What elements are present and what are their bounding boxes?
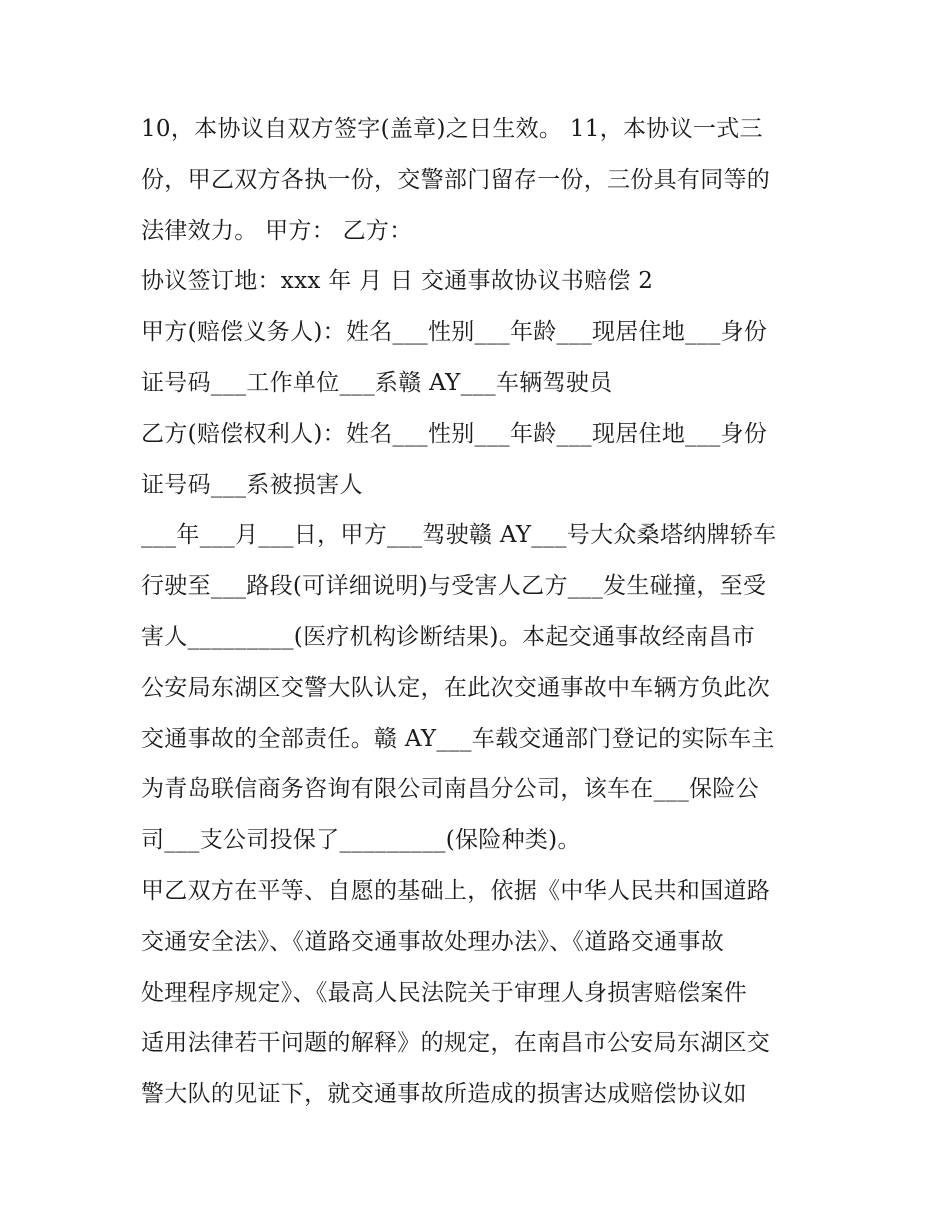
paragraph-line: 公安局东湖区交警大队认定，在此次交通事故中车辆方负此次 (141, 674, 771, 701)
paragraph-line: 司___支公司投保了_________(保险种类)。 (141, 827, 581, 854)
paragraph-line: 法律效力。 甲方： 乙方： (141, 217, 413, 244)
paragraph-line: 处理程序规定》、《最高人民法院关于审理人身损害赔偿案件 (141, 979, 748, 1006)
paragraph-line: ___年___月___日，甲方___驾驶赣 AY___号大众桑塔纳牌轿车 (141, 522, 777, 549)
paragraph-line: 10，本协议自双方签字(盖章)之日生效。 11，本协议一式三 (141, 116, 763, 142)
paragraph-line: 交通安全法》、《道路交通事故处理办法》、《道路交通事故 (141, 928, 725, 955)
paragraph-line: 份，甲乙双方各执一份，交警部门留存一份，三份具有同等的 (141, 166, 771, 193)
paragraph-line: 乙方(赔偿权利人)：姓名___性别___年龄___现居住地___身份 (141, 420, 768, 447)
paragraph-line: 害人_________(医疗机构诊断结果)。本起交通事故经南昌市 (141, 623, 756, 650)
paragraph-line: 甲乙双方在平等、自愿的基础上，依据《中华人民共和国道路 (141, 877, 771, 904)
paragraph-line: 行驶至___路段(可详细说明)与受害人乙方___发生碰撞，至受 (141, 573, 767, 600)
paragraph-line: 协议签订地：xxx 年 月 日 交通事故协议书赔偿 2 (141, 268, 654, 295)
paragraph-line: 甲方(赔偿义务人)：姓名___性别___年龄___现居住地___身份 (141, 319, 768, 346)
paragraph-line: 交通事故的全部责任。赣 AY___车载交通部门登记的实际车主 (141, 725, 775, 752)
paragraph-line: 证号码___系被损害人 (141, 471, 363, 498)
paragraph-line: 警大队的见证下，就交通事故所造成的损害达成赔偿协议如 (141, 1081, 747, 1108)
document-body (141, 104, 831, 1120)
paragraph-line: 证号码___工作单位___系赣 AY___车辆驾驶员 (141, 369, 613, 396)
paragraph-line: 为青岛联信商务咨询有限公司南昌分公司，该车在___保险公 (141, 776, 759, 803)
paragraph-line: 适用法律若干问题的解释》的规定，在南昌市公安局东湖区交 (141, 1030, 771, 1057)
